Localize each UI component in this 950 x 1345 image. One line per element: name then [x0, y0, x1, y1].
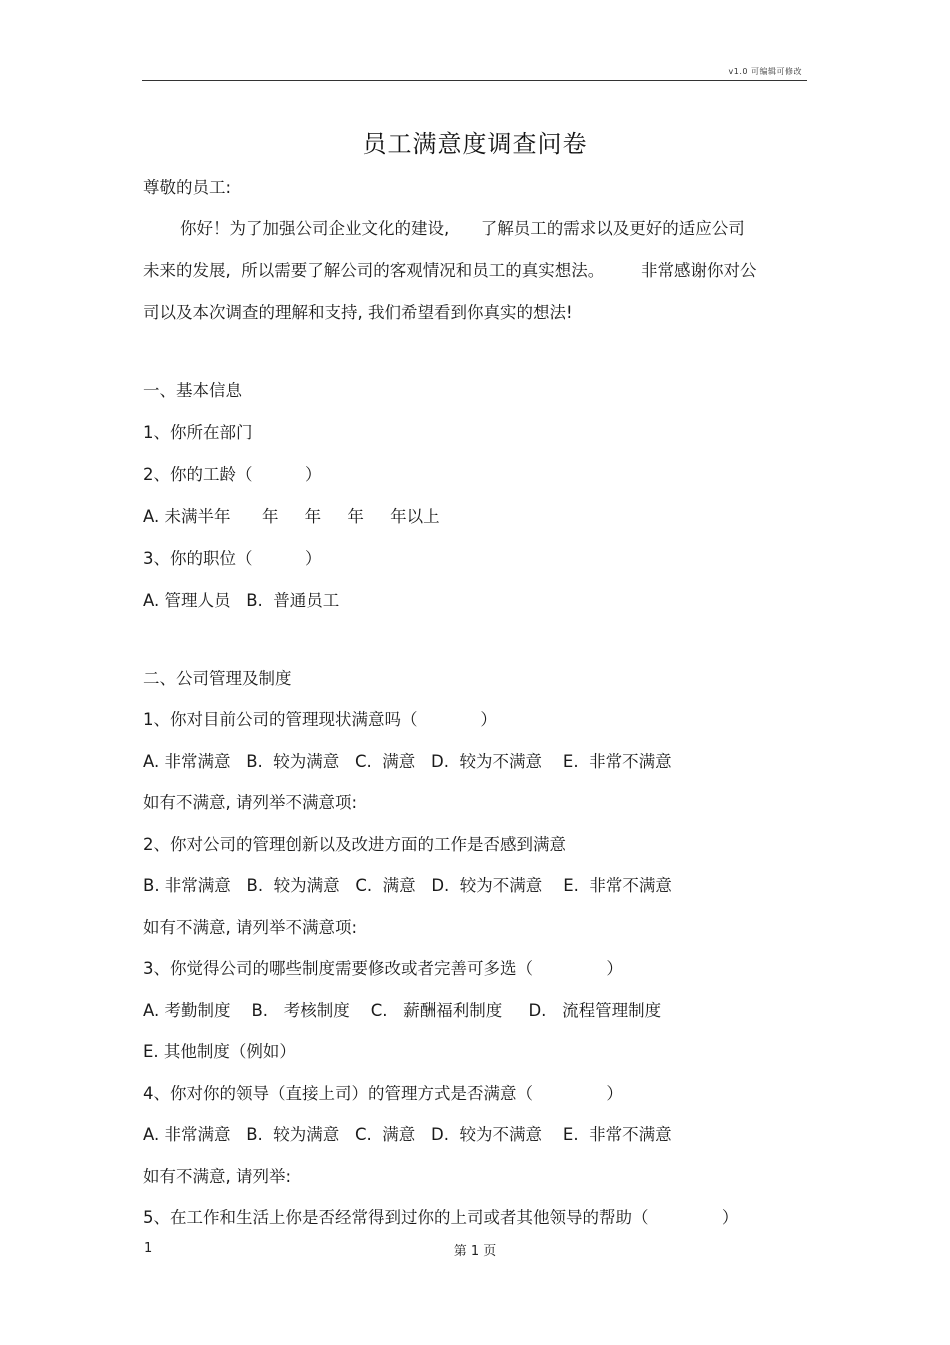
question-department: 1、你所在部门: [143, 423, 253, 442]
document-title: 员工满意度调查问卷: [362, 130, 588, 158]
section-heading-basic-info: 一、基本信息: [143, 381, 242, 400]
footer-number: 1: [144, 1241, 153, 1256]
options-management-satisfaction: A. 非常满意 B. 较为满意 C. 满意 D. 较为不满意 E. 非常不满意: [143, 752, 672, 771]
header-divider: [142, 80, 807, 81]
intro-paragraph-line-2: 未来的发展, 所以需要了解公司的客观情况和员工的真实想法。 非常感谢你对公: [143, 261, 757, 280]
dissatisfaction-prompt-3: 如有不满意, 请列举:: [143, 1167, 292, 1186]
options-seniority: A. 未满半年 年 年 年 年以上: [143, 507, 440, 526]
options-innovation-satisfaction: B. 非常满意 B. 较为满意 C. 满意 D. 较为不满意 E. 非常不满意: [143, 876, 672, 895]
dissatisfaction-prompt-2: 如有不满意, 请列举不满意项:: [143, 918, 358, 937]
intro-paragraph-line-1: 你好！为了加强公司企业文化的建设, 了解员工的需求以及更好的适应公司: [180, 219, 745, 238]
question-management-satisfaction: 1、你对目前公司的管理现状满意吗（ ）: [143, 710, 497, 729]
question-innovation-satisfaction: 2、你对公司的管理创新以及改进方面的工作是否感到满意: [143, 835, 566, 854]
options-position: A. 管理人员 B. 普通员工: [143, 591, 340, 610]
question-seniority: 2、你的工龄（ ）: [143, 465, 322, 484]
header-version-label: v1.0 可编辑可修改: [728, 67, 802, 76]
section-heading-management: 二、公司管理及制度: [143, 669, 292, 688]
question-supervisor-satisfaction: 4、你对你的领导（直接上司）的管理方式是否满意（ ）: [143, 1084, 623, 1103]
salutation: 尊敬的员工:: [143, 178, 232, 197]
question-supervisor-help: 5、在工作和生活上你是否经常得到过你的上司或者其他领导的帮助（ ）: [143, 1208, 739, 1227]
options-supervisor-satisfaction: A. 非常满意 B. 较为满意 C. 满意 D. 较为不满意 E. 非常不满意: [143, 1125, 672, 1144]
options-policies-other: E. 其他制度（例如）: [143, 1042, 296, 1061]
footer-page-label: 第 1 页: [453, 1244, 497, 1259]
question-policies-to-improve: 3、你觉得公司的哪些制度需要修改或者完善可多选（ ）: [143, 959, 623, 978]
options-policies: A. 考勤制度 B. 考核制度 C. 薪酬福利制度 D. 流程管理制度: [143, 1001, 662, 1020]
question-position: 3、你的职位（ ）: [143, 549, 322, 568]
intro-paragraph-line-3: 司以及本次调查的理解和支持, 我们希望看到你真实的想法!: [143, 303, 573, 322]
dissatisfaction-prompt-1: 如有不满意, 请列举不满意项:: [143, 793, 358, 812]
